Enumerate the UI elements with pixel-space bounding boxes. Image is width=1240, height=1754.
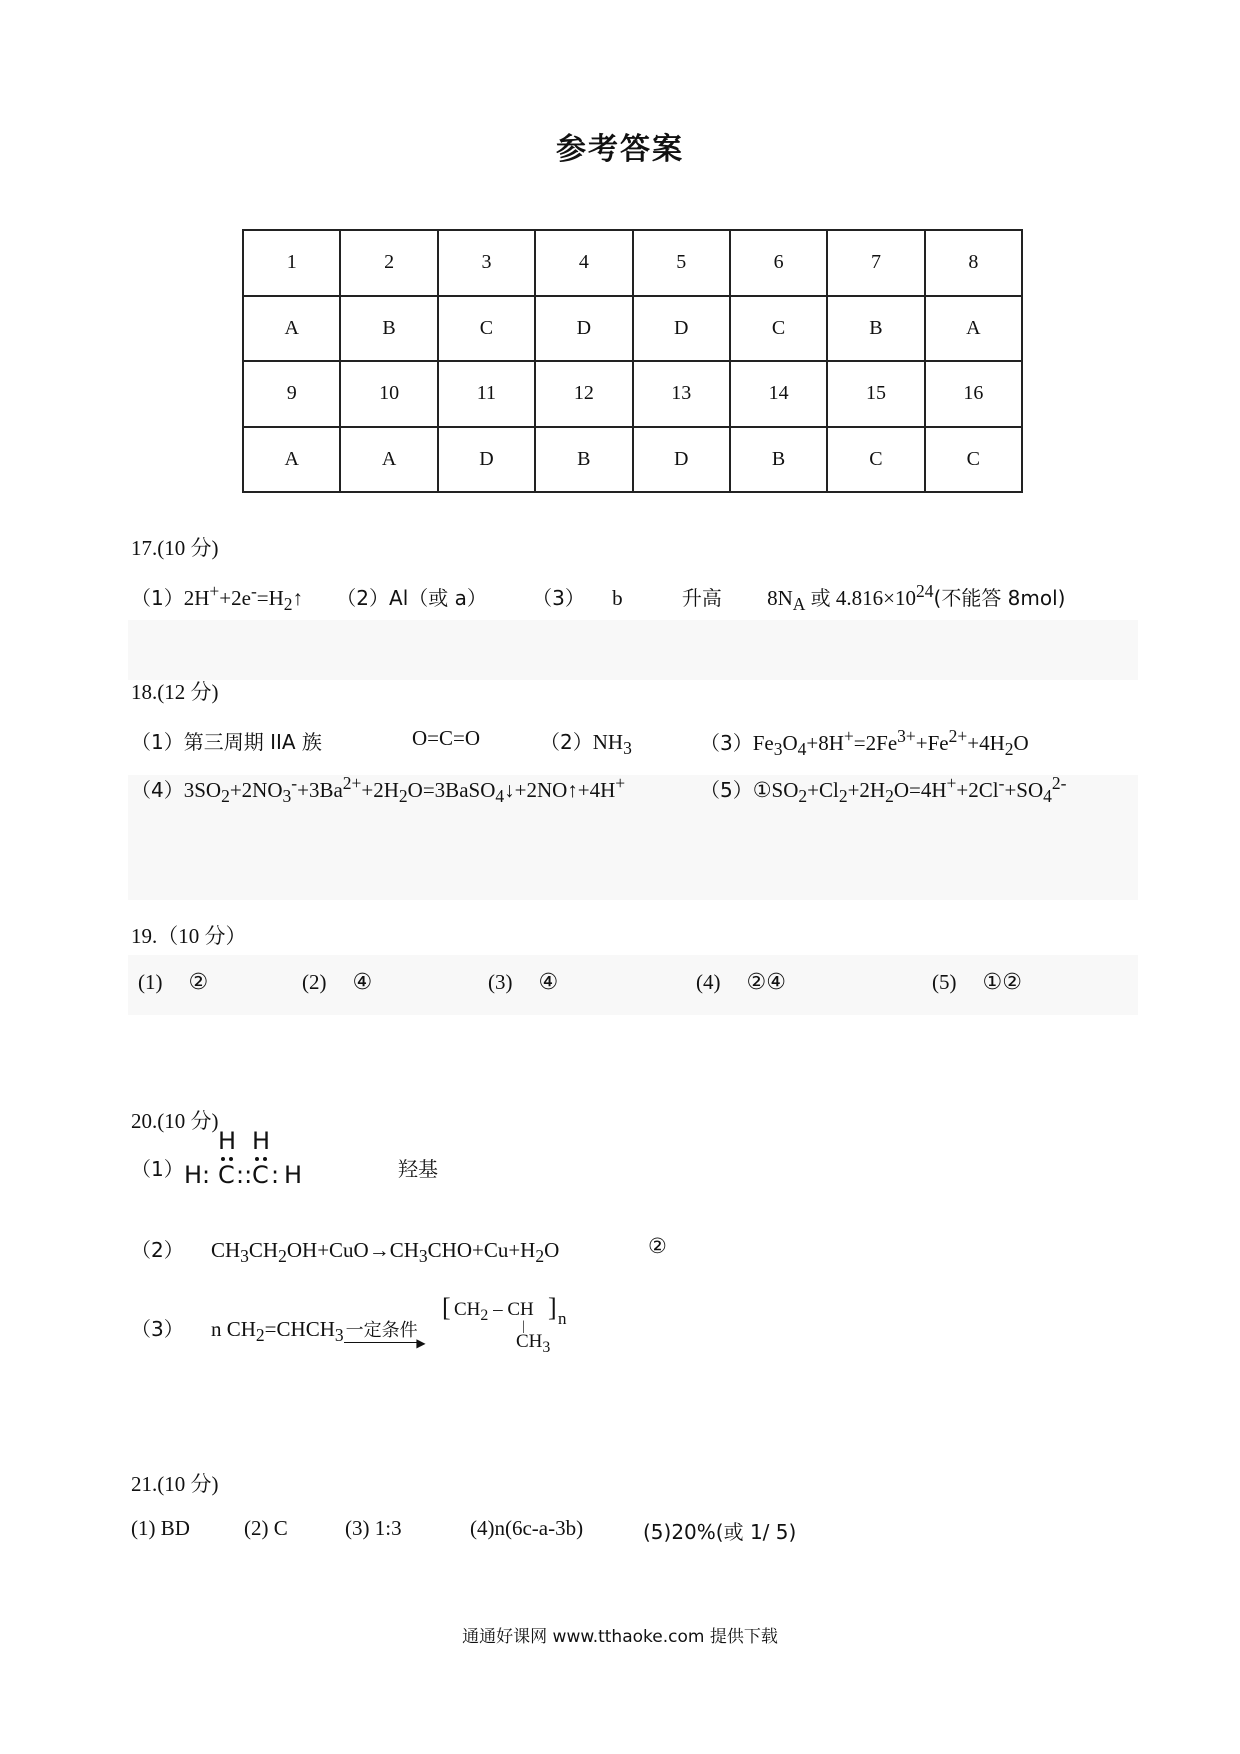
q18-p4: $(4)3SO_2+2NO_3^-+3Ba^{2+}+2H_2O=3BaSO_4↓+2NO↑+4H^+$	[131, 773, 626, 807]
table-cell: D	[438, 427, 535, 493]
table-cell: 11	[438, 361, 535, 427]
q17-header: 17.(10 分)	[131, 536, 219, 560]
q21-p4: (4)n(6c-a-3b)	[470, 1516, 584, 1540]
q17-p3-label: （3）	[532, 586, 585, 610]
q21-p1: (1) BD	[131, 1516, 190, 1540]
q17-p3-ans: $8N_A$ 或 $4.816\times 10^{24}$(不能答 8mol)	[767, 581, 1066, 615]
q17-p2: （2）Al（或 a）	[336, 586, 487, 610]
table-cell: 16	[925, 361, 1022, 427]
q18-p3-label: （3）	[700, 731, 753, 755]
table-cell: 15	[827, 361, 924, 427]
q18-p2-label: （2）	[540, 730, 593, 754]
footer: 通通好课网 www.tthaoke.com 提供下载	[462, 1627, 778, 1647]
q18-p3: $(3)Fe_3O_4+8H^+=2Fe^{3+}+Fe^{2+}+4H_2O$	[700, 726, 1029, 760]
table-cell: B	[340, 296, 437, 362]
q19-item	[932, 970, 1022, 995]
answer-table	[242, 229, 1023, 493]
q19-item-label: (4)	[696, 970, 721, 994]
table-cell: 9	[243, 361, 340, 427]
q20-p2-b: ②	[648, 1234, 667, 1258]
q20-p3-condition: 一定条件	[345, 1320, 418, 1341]
table-cell: 6	[730, 230, 827, 296]
q19-answer: ④	[538, 970, 559, 995]
q21-p5: (5)20%(或 1/ 5)	[643, 1520, 797, 1544]
table-cell: 14	[730, 361, 827, 427]
q19-answer: ④	[352, 970, 373, 995]
table-row	[243, 427, 1022, 493]
q19-item	[138, 970, 208, 995]
table-cell: A	[243, 296, 340, 362]
table-cell: 10	[340, 361, 437, 427]
q19-item	[302, 970, 372, 995]
q17-answers	[131, 581, 1065, 615]
q18-p1: （1）第三周期 IIA 族	[131, 730, 322, 754]
q18-p5: $(5)①SO_2+Cl_2+2H_2O=4H^++2Cl^-+SO_4^{2-}$	[700, 773, 1067, 807]
q19-item	[696, 970, 786, 995]
table-row	[243, 230, 1022, 296]
q19-item-label: (3)	[488, 970, 513, 994]
table-cell: B	[535, 427, 632, 493]
table-cell: D	[633, 427, 730, 493]
table-cell: D	[535, 296, 632, 362]
q18-p4-label: （4）	[131, 778, 184, 802]
q17-p3-ans-tail: (不能答 8mol)	[933, 586, 1066, 610]
background-band	[128, 620, 1138, 680]
q20-p2-label: （2）	[131, 1238, 184, 1262]
table-cell: B	[730, 427, 827, 493]
table-cell: 5	[633, 230, 730, 296]
table-cell: C	[730, 296, 827, 362]
q19-answer: ②	[188, 970, 209, 995]
q20-p2: （2） $CH_3CH_2OH+CuO\to CH_3CHO+Cu+H_2O$	[131, 1238, 560, 1267]
q18-p2: $(2)NH_3$	[540, 730, 632, 759]
q18-p1-b: O=C=O	[412, 726, 481, 750]
table-cell: D	[633, 296, 730, 362]
q19-item-label: (5)	[932, 970, 957, 994]
table-cell: 2	[340, 230, 437, 296]
table-cell: 7	[827, 230, 924, 296]
q19-item-label: (2)	[302, 970, 327, 994]
q18-header: 18.(12 分)	[131, 680, 219, 704]
table-cell: C	[925, 427, 1022, 493]
table-cell: 1	[243, 230, 340, 296]
table-cell: 12	[535, 361, 632, 427]
q19-answer: ④	[766, 970, 786, 995]
q19-answer: ②	[1002, 970, 1022, 995]
ethylene-electron-formula: H H H: C :: C : H	[184, 1127, 303, 1189]
q19-item-label: (1)	[138, 970, 163, 994]
q20-p3: （3） n $CH_2=CHCH_3$ 一定条件 ▶	[131, 1317, 426, 1350]
table-row	[243, 296, 1022, 362]
polypropylene-formula: [ $CH_2$ – CH ] n | $CH_3$	[442, 1293, 567, 1356]
q20-p3-label: （3）	[131, 1317, 184, 1341]
q19-answer: ①	[982, 970, 1003, 995]
q17-p1-equation: $2H^++2e^-=H_2↑$	[183, 581, 304, 615]
table-cell: A	[925, 296, 1022, 362]
q21-header: 21.(10 分)	[131, 1472, 219, 1496]
q17-p1-label: （1）	[131, 586, 184, 610]
table-cell: 4	[535, 230, 632, 296]
table-cell: C	[827, 427, 924, 493]
page-title: 参考答案	[556, 132, 684, 167]
table-row	[243, 361, 1022, 427]
table-cell: B	[827, 296, 924, 362]
table-cell: 13	[633, 361, 730, 427]
table-cell: A	[340, 427, 437, 493]
q17-p3-rise: 升高	[681, 586, 722, 610]
q21-p2: (2) C	[244, 1516, 288, 1540]
table-cell: 8	[925, 230, 1022, 296]
table-cell: 3	[438, 230, 535, 296]
q19-answer: ②	[746, 970, 767, 995]
table-cell: A	[243, 427, 340, 493]
q20-p1-label: （1）	[131, 1157, 184, 1181]
q19-item	[488, 970, 558, 995]
q19-header: 19.（10 分）	[131, 924, 247, 948]
q17-p3-b: b	[612, 586, 623, 610]
q18-p5-label: （5）	[700, 778, 753, 802]
q20-header: 20.(10 分)	[131, 1109, 219, 1133]
q21-p3: (3) 1:3	[345, 1516, 402, 1540]
table-cell: C	[438, 296, 535, 362]
q20-p1-b: 羟基	[398, 1157, 438, 1181]
